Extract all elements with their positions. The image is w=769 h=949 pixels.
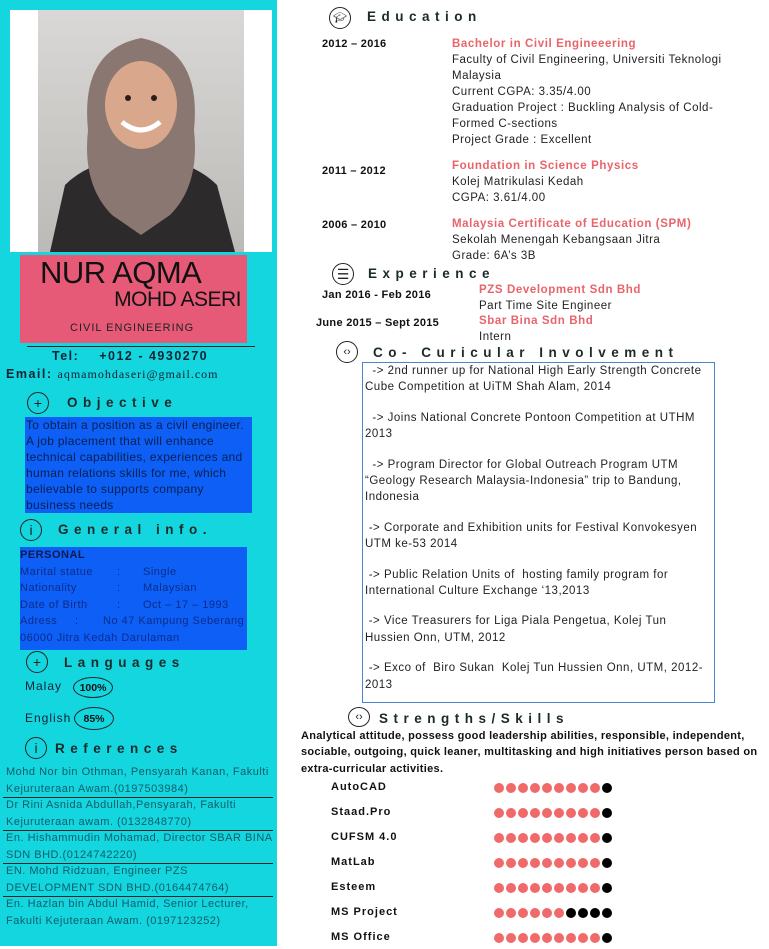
- info-value: Malaysian: [143, 582, 198, 595]
- skill-name: MS Project: [331, 906, 398, 918]
- experience-heading: Experience: [368, 266, 496, 281]
- address-line2: 06000 Jitra Kedah Darulaman: [20, 631, 180, 644]
- education-detail: Grade: 6A’s 3B: [452, 250, 536, 262]
- skill-row: [331, 806, 631, 824]
- personal-subheading: PERSONAL: [20, 549, 86, 561]
- language-level-badge: 85%: [74, 707, 114, 730]
- rating-dot-filled: [530, 858, 540, 868]
- rating-dot-filled: [494, 883, 504, 893]
- email-value[interactable]: aqmamohdaseri@gmail.com: [57, 367, 219, 381]
- rating-dot-filled: [506, 858, 516, 868]
- reference-item: Mohd Nor bin Othman, Pensyarah Kanan, Fakulti Kejuruteraan Awam.(0197503984): [6, 766, 269, 795]
- skill-rating: [494, 883, 612, 893]
- experience-dates: June 2015 – Sept 2015: [316, 317, 440, 329]
- last-name: MOHD ASERI: [114, 288, 241, 311]
- rating-dot-filled: [554, 783, 564, 793]
- rating-dot-filled: [506, 808, 516, 818]
- code-icon: ‹›: [348, 707, 370, 727]
- info-icon: i: [25, 737, 47, 759]
- rating-dot-filled: [566, 783, 576, 793]
- address-line1: No 47 Kampung Seberang: [103, 615, 245, 628]
- education-dates: 2006 – 2010: [322, 219, 387, 231]
- rating-dot-filled: [542, 883, 552, 893]
- info-value: Oct – 17 – 1993: [143, 598, 229, 611]
- skill-name: Esteem: [331, 881, 377, 893]
- address-row: [20, 613, 247, 630]
- education-dates: 2011 – 2012: [322, 165, 386, 177]
- skill-name: MatLab: [331, 856, 376, 868]
- experience-role: Intern: [479, 330, 512, 343]
- rating-dot-filled: [494, 833, 504, 843]
- rating-dot-empty: [590, 908, 600, 918]
- rating-dot-filled: [554, 833, 564, 843]
- cocurricular-item: -> Program Director for Global Outreach Program UTM “Geology Research Malaysia-Indonesia” trip to Bandung, Indonesia: [365, 458, 686, 504]
- rating-dot-filled: [494, 783, 504, 793]
- info-row: [20, 580, 247, 597]
- rating-dot-filled: [590, 808, 600, 818]
- cocurricular-item: -> Public Relation Units of hosting family program for International Culture Exchange ‘13,2013: [365, 568, 672, 598]
- name-box: [20, 255, 247, 343]
- rating-dot-empty: [602, 933, 612, 943]
- address-label: Adress: [20, 615, 58, 628]
- rating-dot-filled: [530, 783, 540, 793]
- profile-photo: [10, 10, 272, 252]
- code-icon: ‹›: [336, 341, 358, 363]
- rating-dot-filled: [518, 883, 528, 893]
- info-value: Single: [143, 565, 177, 578]
- rating-dot-filled: [542, 833, 552, 843]
- education-detail: Project Grade : Excellent: [452, 134, 592, 146]
- address-sep: :: [75, 615, 79, 628]
- info-label: Nationality: [20, 582, 77, 595]
- reference-item: En. Hazlan bin Abdul Hamid, Senior Lecturer, Fakulti Kejuteraan Awam. (0197123252): [6, 898, 249, 927]
- rating-dot-filled: [590, 883, 600, 893]
- education-entry: [452, 158, 757, 206]
- cocurricular-box: [362, 362, 715, 703]
- experience-dates: Jan 2016 - Feb 2016: [322, 289, 432, 301]
- rating-dot-empty: [602, 783, 612, 793]
- rating-dot-empty: [578, 908, 588, 918]
- graduation-cap-icon: 🎓︎: [329, 7, 351, 29]
- rating-dot-filled: [554, 933, 564, 943]
- references-heading: References: [55, 741, 183, 756]
- education-detail: Kolej Matrikulasi Kedah: [452, 176, 584, 188]
- info-sep: :: [117, 565, 121, 578]
- rating-dot-filled: [590, 833, 600, 843]
- rating-dot-filled: [506, 933, 516, 943]
- education-title: Bachelor in Civil Engineeering: [452, 38, 637, 50]
- info-row: [20, 597, 247, 614]
- phone-label: Tel:: [52, 349, 80, 363]
- reference-item: Dr Rini Asnida Abdullah,Pensyarah, Fakulti Kejuruteraan awam. (0132848770): [6, 799, 237, 828]
- cocurricular-heading: Co- Curicular Involvement: [373, 345, 679, 360]
- rating-dot-filled: [566, 883, 576, 893]
- experience-entry: [479, 314, 759, 345]
- rating-dot-filled: [566, 833, 576, 843]
- experience-entry: [479, 283, 759, 314]
- rating-dot-filled: [566, 808, 576, 818]
- education-detail: CGPA: 3.61/4.00: [452, 192, 546, 204]
- info-icon: i: [20, 519, 42, 541]
- rating-dot-filled: [518, 908, 528, 918]
- rating-dot-filled: [518, 783, 528, 793]
- education-title: Foundation in Science Physics: [452, 160, 639, 172]
- language-malay: Malay: [25, 679, 63, 693]
- rating-dot-filled: [530, 883, 540, 893]
- education-detail: Graduation Project : Buckling Analysis of Cold- Formed C-sections: [452, 102, 714, 130]
- department: CIVIL ENGINEERING: [70, 322, 195, 334]
- rating-dot-filled: [542, 858, 552, 868]
- rating-dot-empty: [566, 908, 576, 918]
- rating-dot-filled: [578, 883, 588, 893]
- language-level-badge: 100%: [73, 677, 113, 698]
- skill-rating: [494, 933, 612, 943]
- skill-rating: [494, 808, 612, 818]
- rating-dot-filled: [578, 858, 588, 868]
- cocurricular-item: -> Vice Treasurers for Liga Piala Pengetua, Kolej Tun Hussien Onn, UTM, 2012: [365, 615, 671, 644]
- objective-text: To obtain a position as a civil engineer. A job placement that will enhance technical capabilities, experiences and human relations skills for me, which believable to supports company business needs: [25, 417, 252, 513]
- email-label: Email:: [6, 367, 53, 381]
- rating-dot-filled: [518, 808, 528, 818]
- education-detail: Sekolah Menengah Kebangsaan Jitra: [452, 234, 661, 246]
- skill-row: [331, 881, 631, 899]
- rating-dot-filled: [542, 808, 552, 818]
- skill-rating: [494, 858, 612, 868]
- info-sep: :: [117, 582, 121, 595]
- skill-row: [331, 856, 631, 874]
- education-heading: Education: [367, 9, 482, 24]
- rating-dot-filled: [494, 858, 504, 868]
- plus-icon: +: [26, 651, 48, 673]
- strengths-text: Analytical attitude, possess good leadership abilities, responsible, independent, sociable, outgoing, quick leaner, multitasking and high initiatives person based on extra-curricular activities.: [301, 730, 758, 775]
- plus-icon: +: [27, 392, 49, 414]
- cocurricular-item: -> 2nd runner up for National High Early Strength Concrete Cube Competition at UiTM Shah Alam, 2014: [365, 365, 706, 394]
- skill-name: MS Office: [331, 931, 391, 943]
- rating-dot-filled: [530, 908, 540, 918]
- rating-dot-filled: [506, 883, 516, 893]
- rating-dot-empty: [602, 908, 612, 918]
- skill-rating: [494, 833, 612, 843]
- rating-dot-filled: [554, 858, 564, 868]
- phone-value: +012 - 4930270: [99, 349, 209, 363]
- skill-row: [331, 831, 631, 849]
- list-icon: ☰: [332, 263, 354, 285]
- rating-dot-filled: [506, 833, 516, 843]
- info-label: Marital statue: [20, 565, 94, 578]
- rating-dot-filled: [578, 933, 588, 943]
- cocurricular-item: -> Corporate and Exhibition units for Festival Konvokesyen UTM ke-53 2014: [365, 521, 701, 551]
- rating-dot-empty: [602, 833, 612, 843]
- rating-dot-filled: [578, 808, 588, 818]
- rating-dot-filled: [530, 833, 540, 843]
- reference-item: En. Hishammudin Mohamad, Director SBAR BINA SDN BHD.(0124742220): [6, 832, 273, 861]
- rating-dot-filled: [590, 933, 600, 943]
- education-detail: Current CGPA: 3.35/4.00: [452, 86, 592, 98]
- general-info-box: [20, 547, 247, 650]
- rating-dot-filled: [518, 833, 528, 843]
- skill-rating: [494, 783, 612, 793]
- rating-dot-filled: [494, 908, 504, 918]
- first-name: NUR AQMA: [40, 255, 202, 290]
- divider: [27, 346, 255, 347]
- strengths-heading: Strengths/Skills: [379, 711, 570, 726]
- cocurricular-item: -> Joins National Concrete Pontoon Competition at UTHM 2013: [365, 411, 699, 441]
- rating-dot-filled: [506, 908, 516, 918]
- rating-dot-filled: [590, 858, 600, 868]
- rating-dot-filled: [566, 933, 576, 943]
- cocurricular-item: -> Exco of Biro Sukan Kolej Tun Hussien Onn, UTM, 2012-2013: [365, 662, 704, 691]
- rating-dot-filled: [554, 808, 564, 818]
- skill-row: [331, 906, 631, 924]
- rating-dot-filled: [542, 908, 552, 918]
- rating-dot-filled: [530, 808, 540, 818]
- rating-dot-filled: [494, 933, 504, 943]
- info-row: [20, 564, 247, 581]
- skill-name: Staad.Pro: [331, 806, 392, 818]
- rating-dot-filled: [518, 858, 528, 868]
- rating-dot-filled: [554, 908, 564, 918]
- experience-company: PZS Development Sdn Bhd: [479, 284, 642, 296]
- rating-dot-empty: [602, 883, 612, 893]
- experience-company: Sbar Bina Sdn Bhd: [479, 315, 594, 327]
- rating-dot-filled: [590, 783, 600, 793]
- languages-heading: Languages: [64, 655, 185, 670]
- rating-dot-empty: [602, 808, 612, 818]
- education-title: Malaysia Certificate of Education (SPM): [452, 218, 692, 230]
- skill-name: CUFSM 4.0: [331, 831, 398, 843]
- rating-dot-filled: [554, 883, 564, 893]
- rating-dot-filled: [530, 933, 540, 943]
- phone: [52, 349, 208, 363]
- email: [6, 367, 219, 382]
- education-detail: Faculty of Civil Engineering, Universiti Teknologi Malaysia: [452, 54, 722, 82]
- rating-dot-filled: [542, 933, 552, 943]
- education-dates: 2012 – 2016: [322, 38, 387, 50]
- reference-item: EN. Mohd Ridzuan, Engineer PZS DEVELOPMENT SDN BHD.(0164474764): [6, 865, 230, 894]
- info-sep: :: [117, 598, 121, 611]
- rating-dot-filled: [506, 783, 516, 793]
- rating-dot-empty: [602, 858, 612, 868]
- rating-dot-filled: [566, 858, 576, 868]
- skill-name: AutoCAD: [331, 781, 387, 793]
- rating-dot-filled: [578, 783, 588, 793]
- info-label: Date of Birth: [20, 598, 88, 611]
- skill-rating: [494, 908, 612, 918]
- education-entry: [452, 36, 757, 148]
- general-info-heading: General info.: [58, 522, 213, 537]
- rating-dot-filled: [494, 808, 504, 818]
- rating-dot-filled: [578, 833, 588, 843]
- language-english: English: [25, 711, 72, 725]
- objective-heading: Objective: [67, 395, 178, 410]
- experience-role: Part Time Site Engineer: [479, 299, 612, 312]
- education-entry: [452, 216, 757, 264]
- rating-dot-filled: [518, 933, 528, 943]
- rating-dot-filled: [542, 783, 552, 793]
- skill-row: [331, 931, 631, 949]
- skill-row: [331, 781, 631, 799]
